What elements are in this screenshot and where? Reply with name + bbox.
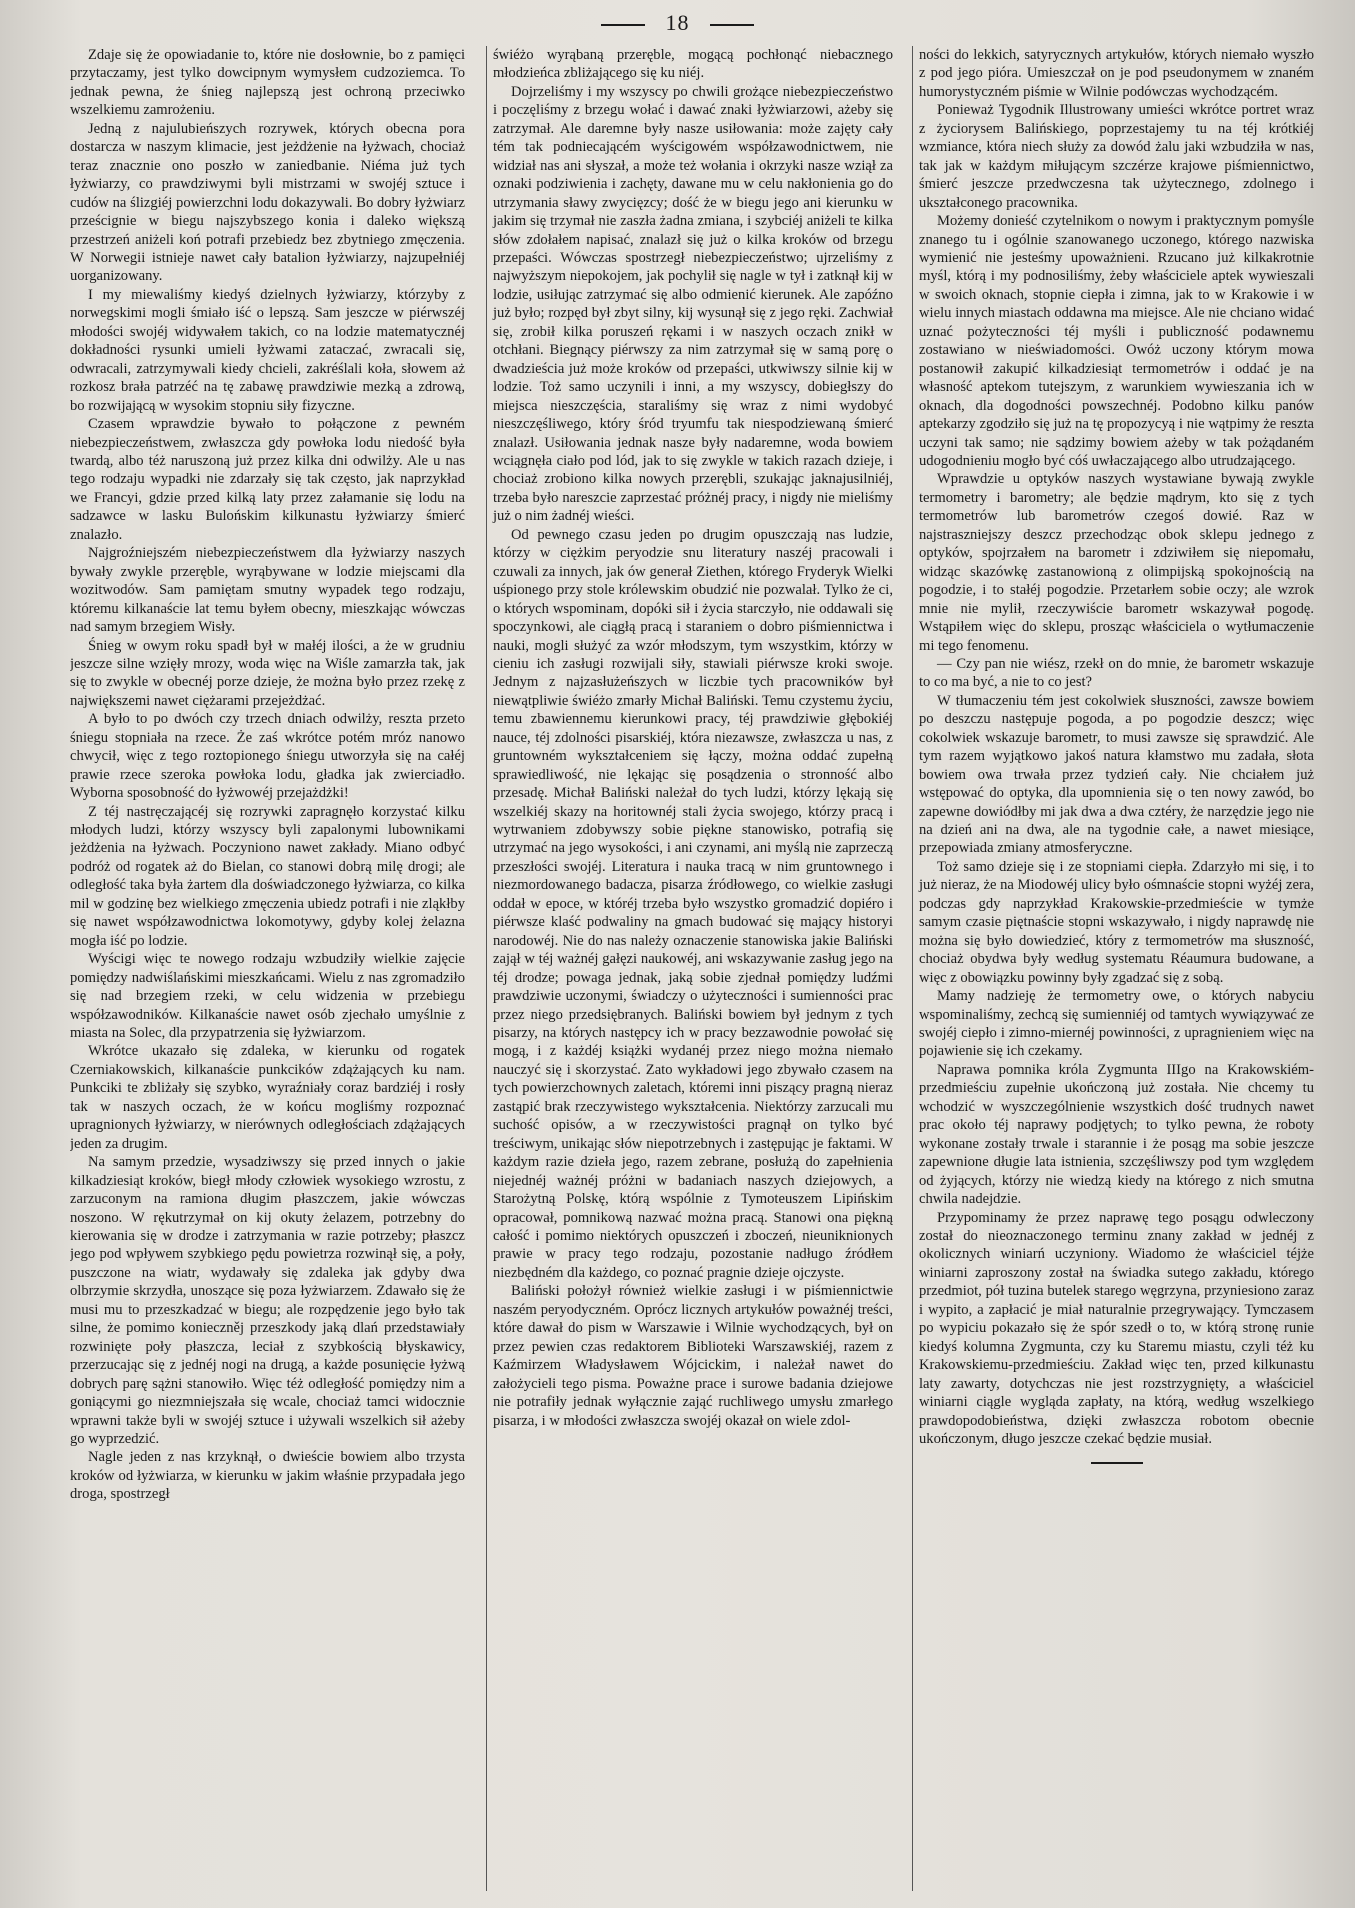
paragraph: Nagle jeden z nas krzyknął, o dwieście bowiem albo trzysta kroków od łyżwiarza, w kierunku w jakim właśnie przypadała jego droga, spostrzegł	[70, 1449, 465, 1503]
paragraph: Wkrótce ukazało się zdaleka, w kierunku od rogatek Czerniakowskich, kilkanaście punkcików zdążających ku nam. Punkciki te zbliżały się szybko, wyraźniały coraz bardziéj i rosły tak w naszych oczach, że w końcu mogliśmy rozpoznać upragnionych łyżwiarzy, w nierównych odległościach zdążających jeden za drugim.	[70, 1043, 465, 1152]
paragraph: Naprawa pomnika króla Zygmunta IIIgo na Krakowskiém-przedmieściu zupełnie ukończoną już została. Nie chcemy tu wchodzić w wyszczególnienie wszystkich dość trudnych nawet prac około téj naprawy podjętych; to tylko pewna, że roboty wykonane zostały trwale i starannie i że posąg ma sobie jeszcze zapewnione długie lata istnienia, szczęśliwszy pod tym względem od żyjących, którzy nie wiedzą kiedy na którego z nich smutna chwila nadejdzie.	[919, 1061, 1314, 1208]
paragraph: Wyścigi więc te nowego rodzaju wzbudziły wielkie zajęcie pomiędzy nadwiślańskimi mieszkańcami. Wielu z nas zgromadziło się nad brzegiem rzeki, w celu widzenia w przebiegu współzawodników. Kilkanaście nawet osób zjechało umyślnie z miasta na Solec, dla przypatrzenia się łyżwiarzom.	[70, 951, 465, 1042]
column-2	[486, 46, 893, 1891]
paragraph: Najgroźniejszém niebezpieczeństwem dla łyżwiarzy naszych bywały zwykle przeręble, wyrąbywane w lodzie miejscami dla wozitwodów. Sam pamiętam smutny wypadek tego rodzaju, któremu kilkanaście lat temu byłem obecny, mieszkając wówczas nad samym brzegiem Wisły.	[70, 545, 465, 636]
paragraph: A było to po dwóch czy trzech dniach odwilży, reszta przeto śniegu stopniała na rzece. Że zaś wkrótce potém mróz nanowo chwycił, więc z tego roztopionego śniegu utworzyła się na całéj prawie rzece szeroka powłoka lodu, gładka jak zwierciadło. Wyborna sposobność do łyżwowéj przejażdżki!	[70, 711, 465, 802]
page-number: 18	[665, 10, 690, 35]
paragraph: I my miewaliśmy kiedyś dzielnych łyżwiarzy, którzyby z norwegskimi mogli śmiało iść o lepszą. Sam jeszcze w piérwszéj młodości swojéj widywałem takich, co na lodzie matematycznéj dokładności rysunki umieli łyżwami zataczać, zwracali się, odwracali, zatrzymywali kiedy chcieli, zakréślali koła, słowem aż rozkosz brała patrzéć na tę zabawę prawdziwie mezką a zdrową, bo rozwijającą w wysokim stopniu siły fizyczne.	[70, 286, 465, 414]
paragraph: Dojrzeliśmy i my wszyscy po chwili grożące niebezpieczeństwo i poczęliśmy z brzegu wołać i dawać znaki łyżwiarzowi, ażeby się zatrzymał. Ale daremne były nasze usiłowania: może zajęty cały tém tak podniecającém wyścigowém współzawodnictwem, nie widział nas ani słyszał, a może też wołania i okrzyki nasze wziął za oznaki podziwienia i zachęty, dawane mu w celu nakłonienia go do utrzymania sławy zwycięzcy; dość że w biegu jego ani kierunku w jakim się trzymał nie zaszła żadna zmiana, i szybciéj aniżeli te kilka słów zdołałem napisać, znalazł się już o kilka kroków od brzegu przepaści. Wówczas spostrzegł niebezpieczeństwo; ujrzeliśmy z najwyższym niepokojem, jak pochylił się nagle w tył i zatknął kij w lodzie, usiłując zatrzymać się albo odmienić kierunek. Ale zapóźno już było; rozpęd był zbyt silny, kij wysunął się z jego ręki. Zachwiał się, zrobił kilka poruszeń rękami i w naszych oczach znikł w otchłani. Biegnący piérwszy za nim zatrzymał się w samą porę o dwadzieścia już może kroków od przepaści, utkwiwszy silnie kij w lodzie. Toż samo uczynili i inni, a my wszyscy, dobiegłszy do miejsca nieszczęścia, staraliśmy się wraz z nimi wydobyć nieszczęśliwego, który śród tryumfu tak niespodziewaną śmierć znalazł. Usiłowania jednak nasze były nadaremne, woda bowiem wciągnęła ciało pod lód, jak to się zwykle w takich razach dzieje, i chociaż zrobiono kilka nowych przerębli, szukając jaknajusilniéj, trzeba było nareszcie zaprzestać próżnéj pracy, i nigdy nie mieliśmy już o nim żadnéj wieści.	[493, 83, 893, 525]
paragraph: Jedną z najulubieńszych rozrywek, których obecna pora dostarcza w naszym klimacie, jest jeżdżenie na łyżwach, chociaż teraz znacznie ono poszło w zaniedbanie. Niéma już tych łyżwiarzy, co prawdziwymi byli mistrzami w swojéj sztuce i cudów na ślizgiéj powierzchni lodu dokazywali. Bo dobry łyżwiarz prześcignie w biegu najszybszego konia i daleko większą przestrzeń aniżeli koń potrafi przebiedz bez zbytniego zmęczenia. W Norwegii istnieje nawet cały batalion łyżwiarzy, najzupełniéj uorganizowany.	[70, 120, 465, 285]
paragraph: ności do lekkich, satyrycznych artykułów, których niemało wyszło z pod jego pióra. Umieszczał on je pod pseudonymem w znaném humorystyczném piśmie w Wilnie podówczas wychodzącém.	[919, 47, 1314, 100]
column-3	[912, 46, 1314, 1891]
paragraph: Wprawdzie u optyków naszych wystawiane bywają zwykle termometry i barometry; ale będzie mądrym, kto się z tych termometrów lub barometrów czegoś dowié. Raz w najstraszniejszy deszcz przechodząc obok sklepu jednego z optyków, spojrzałem na barometr i zdziwiłem się niepomału, widząc skazówkę zastanowioną z olimpijską spokojnością na pogodzie, i to stałéj pogodzie. Przetarłem sobie oczy; ale wzrok mnie nie mylił, rzeczywiście barometr wskazywał pogodę. Wstąpiłem więc do sklepu, prosząc właściciela o wytłumaczenie mi tego fenomenu.	[919, 471, 1314, 654]
paragraph: Przypominamy że przez naprawę tego posągu odwleczony został do nieoznaczonego terminu znany zakład w jednéj z okolicznych winiarń uczyniony. Wiadomo że właściciel téjże winiarni zaproszony został na świadka sutego zakładu, którego przedmiot, pół tuzina butelek starego węgrzyna, przyniesiono zaraz i wypito, a zapłacić je miał naturalnie przegrywający. Tymczasem po wypiciu pokazało się że spór szedł o to, w którą stronę runie kiedyś kolumna Zygmunta, czy ku Staremu miastu, czyli téż ku Krakowskiemu-przedmieściu. Zakład więc ten, przed kilkunastu laty zawarty, dotychczas nie jest rozstrzygnięty, a właściciel winiarni ciągle wygląda zapłaty, na którą, według wszelkiego prawdopodobieństwa, dzięki zwłaszcza robotom obecnie ukończonym, długo jeszcze czekać będzie musiał.	[919, 1209, 1314, 1447]
paragraph: świéżo wyrąbaną przeręble, mogącą pochłonąć niebacznego młodzieńca zbliżającego się ku niéj.	[493, 47, 893, 82]
paragraph: Na samym przedzie, wysadziwszy się przed innych o jakie kilkadziesiąt kroków, biegł młody człowiek wysokiego wzrostu, z zarzuconym na ramiona długim płaszczem, jakie wówczas noszono. W rękutrzymał on kij okuty żelazem, potrzebny do kierowania się w drodze i zatrzymania w razie potrzeby; płaszcz jego pod wpływem szybkiego pędu powietrza rozwinął się, a poły, puszczone na wiatr, wydawały się zdaleka jak gdyby dwa olbrzymie skrzydła, unoszące się poza łyżwiarzem. Zdawało się że musi mu to przeszkadzać w biegu; ale rozpędzenie jego było tak silne, że pomimo konieczněj przeszkody jaką dlań przedstawiały rozwinięte poły płaszcza, leciał z szybkością błyskawicy, przerzucając się z jednéj nogi na drugą, a każde posunięcie łyżwą dobrych parę sążni stanowiło. Więc téż odległość pomiędzy nim a goniącymi go niezmniejszała się wcale, chociaż tamci widocznie wprawni także byli w swojéj sztuce i używali wszelkich sił ażeby go wyprzedzić.	[70, 1154, 465, 1447]
header-rule-right	[710, 24, 754, 26]
paragraph: Śnieg w owym roku spadł był w małéj ilości, a że w grudniu jeszcze silne wzięły mrozy, woda więc na Wiśle zamarzła tak, jak się to zwykle w obecnéj porze dzieje, że można było przez rzekę z największemi nawet ciężarami przejeżdżać.	[70, 637, 465, 709]
end-rule	[1091, 1462, 1143, 1464]
paragraph: Możemy donieść czytelnikom o nowym i praktycznym pomyśle znanego tu i ogólnie szanowanego uczonego, którego nazwiska wymienić nie jesteśmy upoważnieni. Rzucano już kilkakrotnie myśl, którą i my podnosiliśmy, żeby właściciele aptek wywieszali w swoich oknach, stopnie ciepła i zimna, jak to w Krakowie i w wielu innych miastach oddawna ma miejsce. Ale nie chciano widać uznać pożyteczności téj myśli i publiczność podawnemu zostawiano w nieświadomości. Owóż uczony którym mowa postanowił zakupić kilkadziesiąt termometrów i oddać je na własność aptekom tutejszym, z warunkiem wywieszania ich w oknach, dla dogodności powszechnéj. Podobno kilku panów aptekarzy zgodziło się już na tę propozycyą i nie wątpimy że reszta uczyni tak samo; nie sądzimy bowiem ażeby w tak pożądaném udogodnieniu mogło być cóś uwłaczającego albo utrudzającego.	[919, 213, 1314, 469]
paragraph: Zdaje się że opowiadanie to, które nie dosłownie, bo z pamięci przytaczamy, jest tylko dowcipnym wymysłem cudzoziemca. To jednak pewna, że śnieg najlepszą jest ochroną przeciwko wszelkiemu zamrożeniu.	[70, 47, 465, 119]
paragraph: Ponieważ Tygodnik Illustrowany umieści wkrótce portret wraz z życiorysem Balińskiego, poprzestajemy tu na téj krótkiéj wzmiance, która niech służy za dowód żalu jaki wzbudziła w nas, tak jak w każdym miłującym szczérze krajowe piśmiennictwo, śmierć jeszcze przedwczesna tak użytecznego, zdolnego i ukształconego pracownika.	[919, 102, 1314, 211]
paragraph: Od pewnego czasu jeden po drugim opuszczają nas ludzie, którzy w ciężkim peryodzie snu literatury naszéj pracowali i czuwali za innych, jak ów generał Ziethen, którego Fryderyk Wielki uśpionego przy stole królewskim obudzić nie pozwalał. Tylko że ci, o których wspominam, dopóki sił i życia starczyło, nie oddawali się spoczynkowi, ale ciągłą pracą i staraniem o dobro piśmiennictwa i nauki, mogli służyć za wzór młodszym, tym wszystkim, którzy w cieniu ich zasługi rozwijali siły, stawiali piérwsze kroki swoje. Jednym z najzasłużeńszych w liczbie tych pracowników był niewątpliwie świéżo zmarły Michał Baliński. Temu czystemu życiu, temu zbawiennemu kierunkowi pracy, téj prawdziwie głębokiéj nauce, téj zdolności pisarskiéj, która niezawsze, zwłaszcza u nas, z gruntowném wykształceniem się łączy, można oddać zupełną sprawiedliwość, nie lękając się posądzenia o stronność albo przesadę. Michał Baliński należał do tych ludzi, którzy lękają się wszelkiéj skazy na horitownéj stali życia swojego, którzy pracą i wytrwaniem zdobywszy sobie piękne stanowisko, potrafią się utrzymać na jego wysokości, i ani czynami, ani myślą nie zaprzeczą przeszłości swojéj. Literatura i nauka tracą w nim gruntownego i niezmordowanego badacza, pisarza źródłowego, co wielkie zasługi oddał w epoce, w któréj trzeba było wszystko gromadzić dopiéro i piérwsze klaść podwaliny na gmach budować się mający historyi narodowéj. Nie do nas należy oznaczenie stanowiska jakie Baliński zajął w téj ważnéj gałęzi naukowéj, ani wskazywanie zasług jego na téj drodze; powaga jednak, jaką sobie zjednał pomiędzy ludźmi prawdziwie uczonymi, świadczy o użyteczności i sumienności prac przez niego przedsiębranych. Baliński bowiem był jednym z tych pisarzy, na których następcy ich w pracy bezzawodnie powołać się mogą, i z każdéj książki wydanéj przez niego można niemało nauczyć się i skorzystać. Zato wykładowi jego zbywało czasem na tych powierzchownych zaletach, któremi inni piszący pragną nieraz zastąpić brak rzeczywistego wykształcenia. Niektórzy zarzucali mu suchość opisów, a w rzeczywistości pragnął on tylko być treściwym, unikając słów niepotrzebnych i zastępując je faktami. W każdym razie dzieła jego, razem zebrane, posłużą do zapełnienia niejednéj ważnéj próżni w badaniach naszych dziejowych, a Starożytną Polskę, którą wspólnie z Tymoteuszem Lipińskim opracował, pomnikową nazwać można pracą. Stanowi ona piękną całość i pomimo niektórych opuszczeń i zboczeń, nieuniknionych prawie w pracy tego rodzaju, pozostanie nadługo źródłem niezbędném dla każdego, co poznać pragnie dzieje ojczyste.	[493, 526, 893, 1281]
paragraph: Czasem wprawdzie bywało to połączone z pewném niebezpieczeństwem, zwłaszcza gdy powłoka lodu niedość była twardą, albo téż naruszoną już przez kilka dni odwilży. Ale u nas tego rodzaju wypadki nie zdarzały się tak często, jak naprzykład we Francyi, gdzie przed kilką laty przez załamanie się lodu na sadzawce w lasku Bulońskim kilkunastu łyżwiarzy śmierć znalazło.	[70, 416, 465, 543]
paragraph: Z téj nastręczającéj się rozrywki zapragnęło korzystać kilku młodych ludzi, którzy wszyscy byli zapalonymi lubownikami jeżdżenia na łyżwach. Poczyniono nawet zakłady. Miano odbyć podróż od rogatek aż do Bielan, co stanowi dobrą milę drogi; ale odległość taka była żartem dla doświadczonego łyżwiarza, co kilka mil w godzinę bez wielkiego zmęczenia ubiedz potrafi i nie zląkłby się nawet współzawodnictwa lokomotywy, gdyby kolej żelazna mogła iść po lodzie.	[70, 803, 465, 949]
header-rule-left	[601, 24, 645, 26]
column-1	[70, 46, 465, 1891]
paragraph: Mamy nadzieję że termometry owe, o których nabyciu wspominaliśmy, zechcą się sumienniéj od tamtych wywiązywać ze swojéj ciepło i zimno-miernéj powinności, z upragnieniem więc na pojawienie się ich czekamy.	[919, 988, 1314, 1060]
page-header	[0, 10, 1355, 36]
paragraph: — Czy pan nie wiész, rzekł on do mnie, że barometr wskazuje to co ma być, a nie to co jest?	[919, 655, 1314, 691]
paragraph: W tłumaczeniu tém jest cokolwiek słuszności, zawsze bowiem po deszczu następuje pogoda, a po pogodzie deszcz; więc cokolwiek wskazuje barometr, to musi zawsze się sprawdzić. Ale tym razem wyjątkowo jakoś natura kłamstwo mu zadała, słota bowiem owa trwała przez tydzień cały. Nie chciałem już wstępować do optyka, dla upomnienia się o ten nowy zawód, bo zapewne dowiódłby mi jak dwa a dwa cztéry, że narzędzie jego nie na dzień ani na dwa, ale na tygodnie całe, a nawet miesiące, przepowiada zmiany atmosferyczne.	[919, 692, 1314, 857]
paragraph: Toż samo dzieje się i ze stopniami ciepła. Zdarzyło mi się, i to już nieraz, że na Miodowéj ulicy było ośmnaście stopni wyżéj zera, podczas gdy naprzykład Krakowskie-przedmieście w tymże samym czasie piętnaście stopni wskazywało, i nigdy naprawdę nie można się było dowiedzieć, który z termometrów ma słuszność, chociaż obydwa były według systematu Réaumura budowane, a więc z obowiązku powinny były zgadzać się z sobą.	[919, 858, 1314, 986]
paragraph: Baliński położył również wielkie zasługi i w piśmiennictwie naszém peryodyczném. Oprócz licznych artykułów poważnéj treści, które dawał do pism w Warszawie i Wilnie wychodzących, był on przez pewien czas redaktorem Biblioteki Warszawskiéj, razem z Kaźmirzem Władysławem Wójcickim, i należał nawet do założycieli tego pisma. Poważne prace i surowe badania dziejowe nie potrafiły jednak wyłącznie zająć ruchliwego umysłu zmarłego pisarza, i w młodości zwłaszcza swojéj okazał on wiele zdol-	[493, 1283, 893, 1429]
